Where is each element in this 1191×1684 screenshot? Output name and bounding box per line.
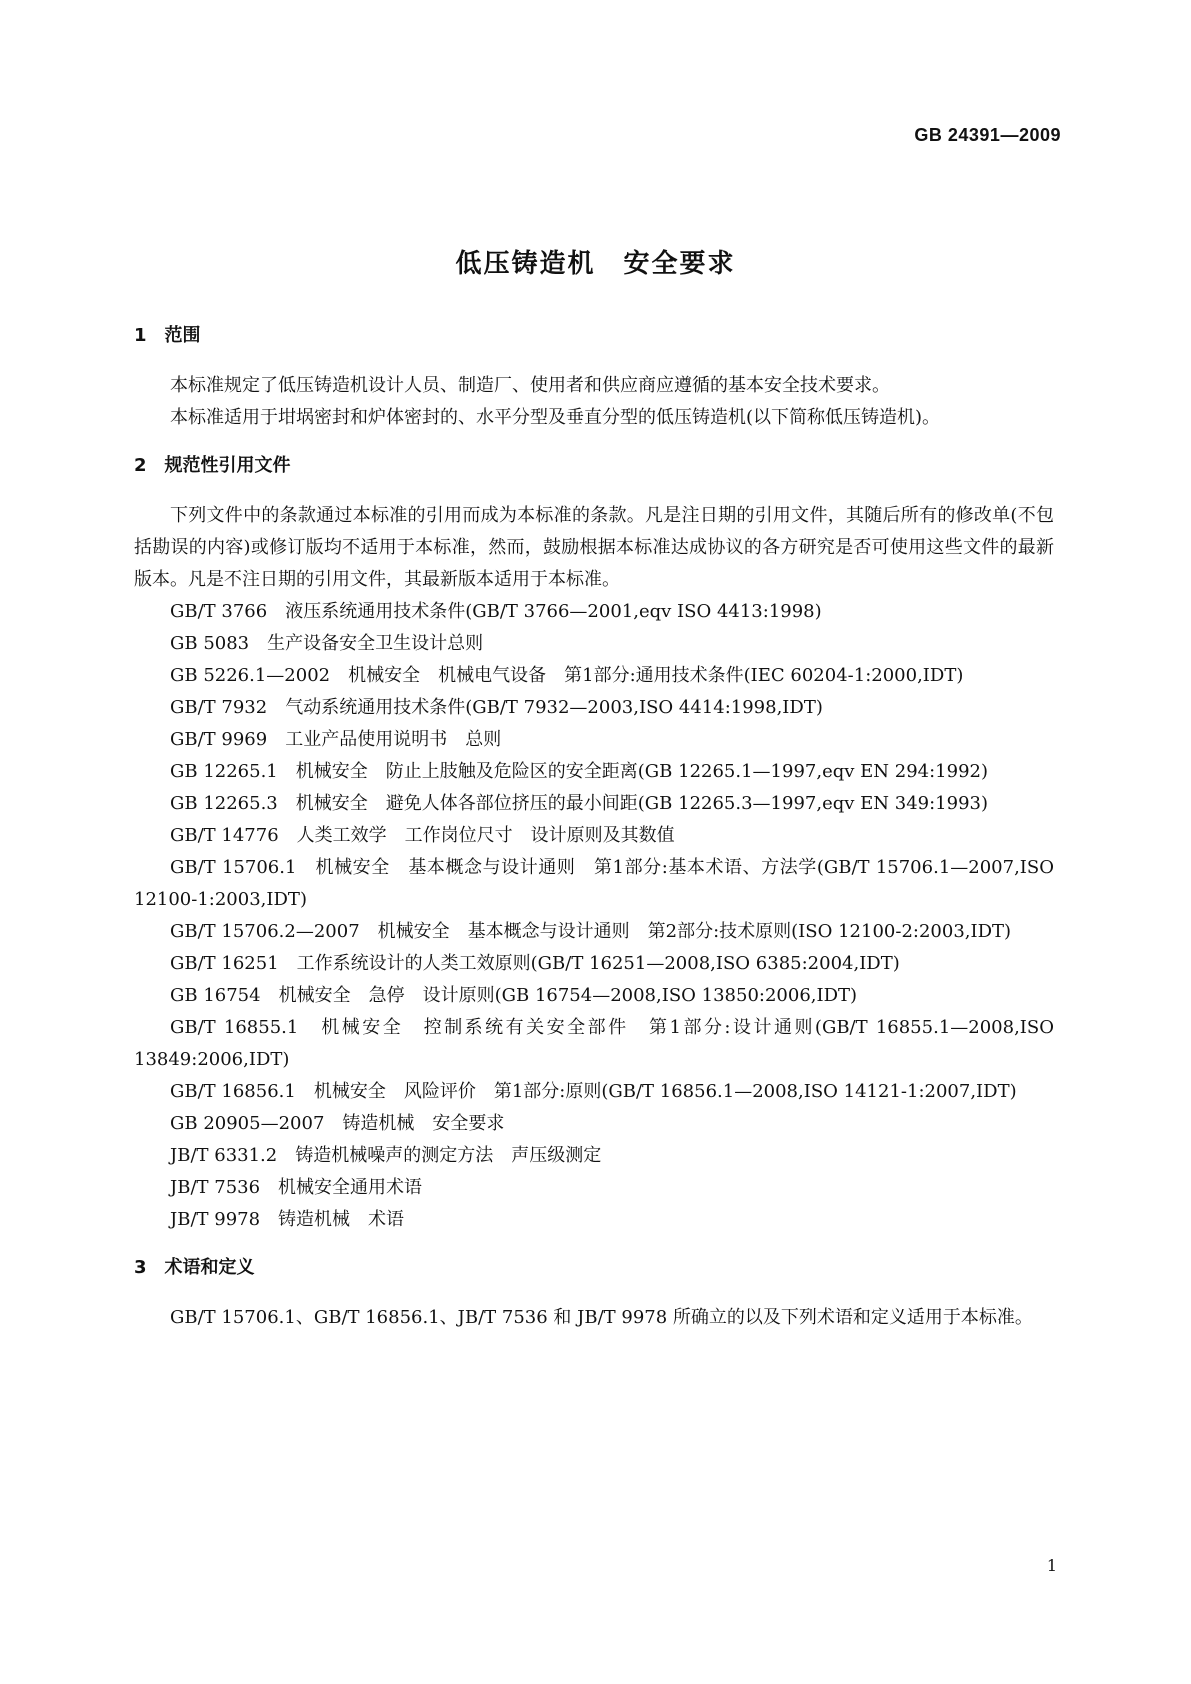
reference-item: GB 5083 生产设备安全卫生设计总则 xyxy=(170,633,484,654)
reference-item: GB/T 15706.2—2007 机械安全 基本概念与设计通则 第2部分:技术原则(ISO 12100-2:2003,IDT) xyxy=(170,921,1012,942)
reference-item: GB/T 15706.1 机械安全 基本概念与设计通则 第1部分:基本术语、方法学(GB/T 15706.1—2007,ISO 12100-1:2003,IDT) xyxy=(134,857,1060,910)
reference-item: GB/T 16251 工作系统设计的人类工效原则(GB/T 16251—2008,ISO 6385:2004,IDT) xyxy=(170,953,900,974)
section-scope-heading: 1 范围 xyxy=(134,325,201,346)
reference-item: GB/T 7932 气动系统通用技术条件(GB/T 7932—2003,ISO 4414:1998,IDT) xyxy=(170,697,823,718)
reference-item: GB/T 16856.1 机械安全 风险评价 第1部分:原则(GB/T 16856.1—2008,ISO 14121-1:2007,IDT) xyxy=(170,1081,1017,1102)
page-number: 1 xyxy=(1046,1556,1057,1575)
reference-item: GB/T 3766 液压系统通用技术条件(GB/T 3766—2001,eqv ISO 4413:1998) xyxy=(170,601,822,622)
reference-list xyxy=(134,596,1060,1236)
reference-item: GB 16754 机械安全 急停 设计原则(GB 16754—2008,ISO 13850:2006,IDT) xyxy=(170,985,858,1006)
reference-item: JB/T 7536 机械安全通用术语 xyxy=(170,1177,423,1198)
standard-code: GB 24391—2009 xyxy=(914,125,1061,145)
reference-item: GB/T 14776 人类工效学 工作岗位尺寸 设计原则及其数值 xyxy=(170,825,675,846)
scope-paragraph-2: 本标准适用于坩埚密封和炉体密封的、水平分型及垂直分型的低压铸造机(以下简称低压铸造机)。 xyxy=(170,407,941,428)
reference-item: GB/T 16855.1 机械安全 控制系统有关安全部件 第1部分:设计通则(GB/T 16855.1—2008,ISO 13849:2006,IDT) xyxy=(134,1017,1060,1070)
reference-item: JB/T 6331.2 铸造机械噪声的测定方法 声压级测定 xyxy=(170,1145,602,1166)
terms-paragraph: GB/T 15706.1、GB/T 16856.1、JB/T 7536 和 JB/T 9978 所确立的以及下列术语和定义适用于本标准。 xyxy=(170,1307,1033,1328)
scope-paragraph-1: 本标准规定了低压铸造机设计人员、制造厂、使用者和供应商应遵循的基本安全技术要求。 xyxy=(170,375,890,396)
reference-item: GB 12265.1 机械安全 防止上肢触及危险区的安全距离(GB 12265.1—1997,eqv EN 294:1992) xyxy=(170,761,989,782)
reference-item: GB 12265.3 机械安全 避免人体各部位挤压的最小间距(GB 12265.3—1997,eqv EN 349:1993) xyxy=(170,793,989,814)
document-body xyxy=(134,320,1060,1334)
reference-item: JB/T 9978 铸造机械 术语 xyxy=(170,1209,405,1230)
reference-item: GB 5226.1—2002 机械安全 机械电气设备 第1部分:通用技术条件(IEC 60204-1:2000,IDT) xyxy=(170,665,964,686)
document-title: 低压铸造机 安全要求 xyxy=(455,249,736,280)
normative-refs-intro: 下列文件中的条款通过本标准的引用而成为本标准的条款。凡是注日期的引用文件，其随后所有的修改单(不包括勘误的内容)或修订版均不适用于本标准，然而，鼓励根据本标准达成协议的各方研究是否可使用这些文件的最新版本。凡是不注日期的引用文件，其最新版本适用于本标准。 xyxy=(134,505,1054,590)
section-normative-refs-heading: 2 规范性引用文件 xyxy=(134,455,291,476)
reference-item: GB 20905—2007 铸造机械 安全要求 xyxy=(170,1113,505,1134)
reference-item: GB/T 9969 工业产品使用说明书 总则 xyxy=(170,729,502,750)
section-terms-heading: 3 术语和定义 xyxy=(134,1257,255,1278)
